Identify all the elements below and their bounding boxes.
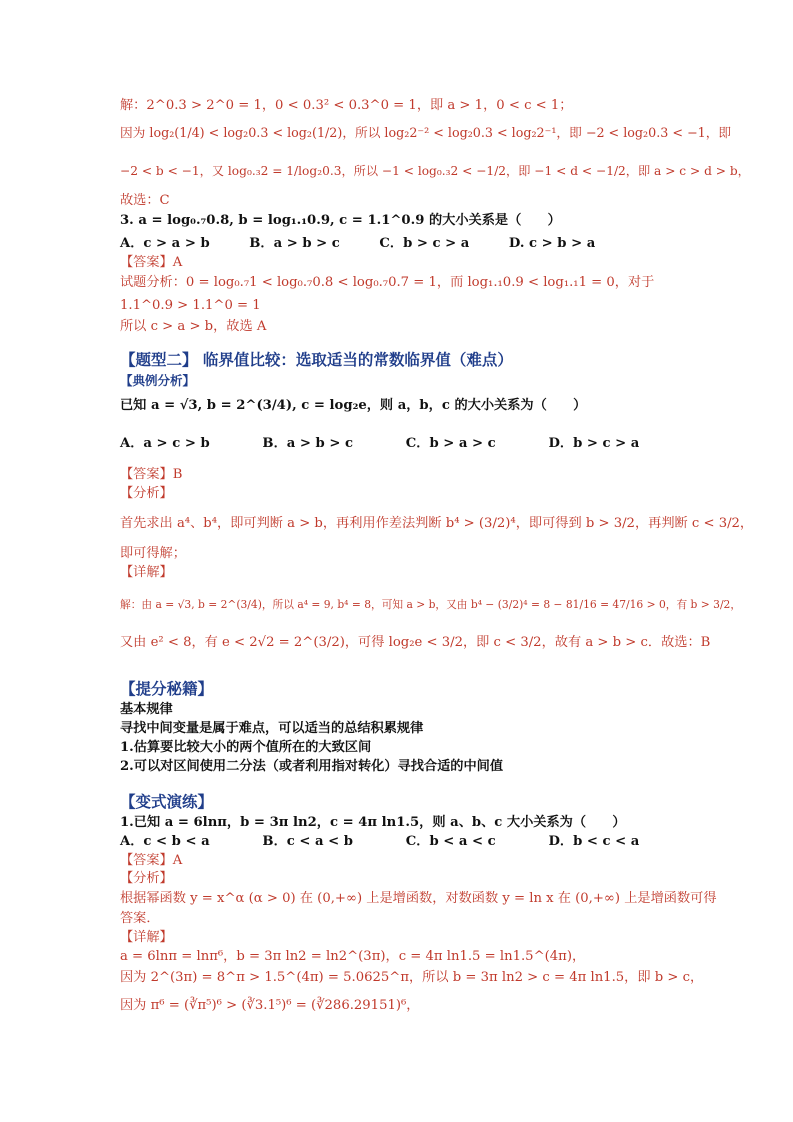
detail-line-2: 又由 e² < 8，有 e < 2√2 = 2^(3/2)，可得 log₂e < 3/2，即 c < 3/2，故有 a > b > c．故选：B (120, 635, 711, 650)
tips-line-3: 1.估算要比较大小的两个值所在的大致区间 (120, 740, 372, 755)
example-options: A．a > c > b B．a > b > c C．b > a > c D．b > c > a (120, 436, 640, 451)
analysis-text-end: 答案． (120, 911, 160, 926)
detail-label: 【详解】 (120, 930, 173, 945)
solution-line-3: −2 < b < −1，又 log₀.₃2 = 1/log₂0.3，所以 −1 < log₀.₃2 < −1/2，即 −1 < d < −1/2，即 a > c > d > b， (120, 164, 750, 178)
detail-label: 【详解】 (120, 565, 173, 580)
analysis-line-1: 试题分析：0 = log₀.₇1 < log₀.₇0.8 < log₀.₇0.7 = 1，而 log₁.₁0.9 < log₁.₁1 = 0，对于 (120, 275, 655, 290)
question-3: 3. a = log₀.₇0.8, b = log₁.₁0.9, c = 1.1^0.9 的大小关系是（ ） (120, 213, 561, 228)
detail-line-3: 因为 π⁶ = (∛π⁵)⁶ > (∛3.1⁵)⁶ = (∛286.29151)⁶， (120, 998, 420, 1013)
example-analysis-heading: 【典例分析】 (120, 373, 196, 388)
detail-line-2: 因为 2^(3π) = 8^π > 1.5^(4π) = 5.0625^π，所以 b = 3π ln2 > c = 4π ln1.5，即 b > c， (120, 970, 704, 985)
analysis-label: 【分析】 (120, 871, 173, 886)
answer-label: 【答案】A (120, 853, 183, 868)
tips-heading: 【提分秘籍】 (120, 679, 214, 698)
analysis-line-3: 所以 c > a > b，故选 A (120, 319, 267, 334)
analysis-label: 【分析】 (120, 486, 173, 501)
analysis-text-2: 即可得解； (120, 546, 186, 561)
practice-question-1: 1.已知 a = 6lnπ，b = 3π ln2，c = 4π ln1.5，则 a、b、c 大小关系为（ ） (120, 815, 626, 830)
detail-line-1: a = 6lnπ = lnπ⁶，b = 3π ln2 = ln2^(3π)，c = 4π ln1.5 = ln1.5^(4π)， (120, 949, 586, 964)
answer-label: 【答案】A (120, 255, 183, 270)
solution-line-2: 因为 log₂(1/4) < log₂0.3 < log₂(1/2)，所以 log₂2⁻² < log₂0.3 < log₂2⁻¹，即 −2 < log₂0.3 < −1，即 (120, 125, 732, 140)
solution-choice: 故选：C (120, 193, 170, 208)
tips-line-1: 基本规律 (120, 702, 173, 717)
answer-label: 【答案】B (120, 467, 183, 482)
analysis-line-2: 1.1^0.9 > 1.1^0 = 1 (120, 298, 261, 313)
practice-options: A．c < b < a B．c < a < b C．b < a < c D．b < c < a (120, 834, 640, 849)
solution-line-1: 解：2^0.3 > 2^0 = 1，0 < 0.3² < 0.3^0 = 1，即 a > 1，0 < c < 1； (120, 98, 573, 113)
analysis-text-1: 首先求出 a⁴、b⁴，即可判断 a > b，再利用作差法判断 b⁴ > (3/2)⁴，即可得到 b > 3/2，再判断 c < 3/2， (120, 516, 754, 531)
tips-line-4: 2.可以对区间使用二分法（或者利用指对转化）寻找合适的中间值 (120, 759, 504, 774)
example-question: 已知 a = √3, b = 2^(3/4), c = log₂e，则 a，b，c 的大小关系为（ ） (120, 398, 587, 413)
section-heading-type-2: 【题型二】 临界值比较：选取适当的常数临界值（难点） (120, 350, 513, 369)
tips-line-2: 寻找中间变量是属于难点，可以适当的总结积累规律 (120, 721, 424, 736)
detail-line-1: 解：由 a = √3, b = 2^(3/4)，所以 a⁴ = 9, b⁴ = 8，可知 a > b，又由 b⁴ − (3/2)⁴ = 8 − 81/16 = 47/16 > 0，有 b > 3/2， (120, 598, 742, 611)
practice-heading: 【变式演练】 (120, 792, 214, 811)
analysis-text: 根据幂函数 y = x^α (α > 0) 在 (0,+∞) 上是增函数，对数函数 y = ln x 在 (0,+∞) 上是增函数可得 (120, 891, 717, 906)
question-3-options: A．c > a > b B．a > b > c C．b > c > a D. c > b > a (120, 236, 596, 251)
